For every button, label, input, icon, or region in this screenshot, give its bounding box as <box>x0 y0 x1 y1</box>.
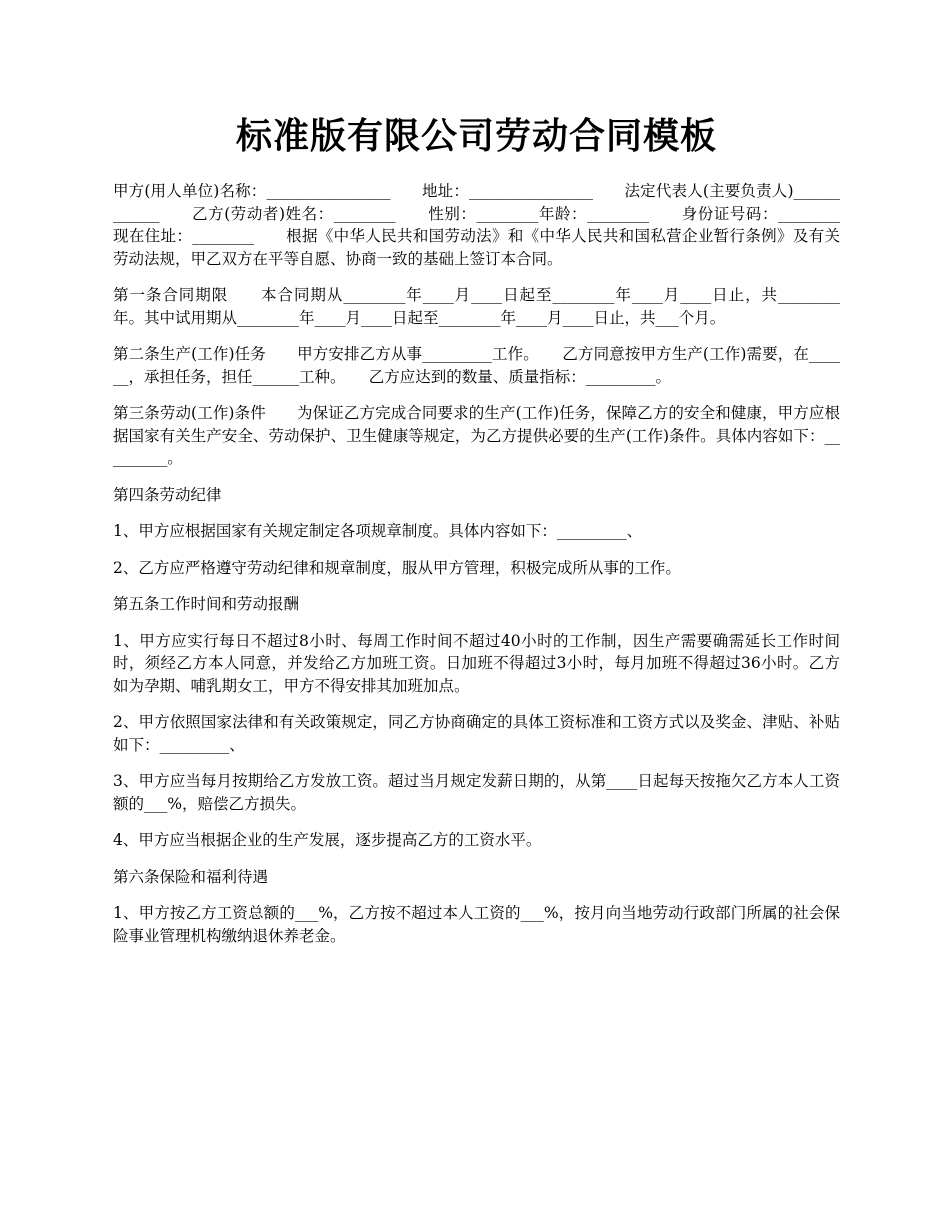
heading-article-5: 第五条工作时间和劳动报酬 <box>113 595 300 613</box>
paragraph-article-5-item-2: 2、甲方依照国家法律和有关政策规定，同乙方协商确定的具体工资标准和工资方式以及奖金、津贴、补贴如下：_________、 <box>113 713 840 754</box>
paragraph-article-5-item-3: 3、甲方应当每月按期给乙方发放工资。超过当月规定发薪日期的，从第____日起每天按拖欠乙方本人工资额的___%，赔偿乙方损失。 <box>113 772 840 813</box>
heading-article-4: 第四条劳动纪律 <box>113 485 222 504</box>
paragraph-parties: 甲方(用人单位)名称：________________ 地址：________________ 法定代表人(主要负责人)____________ 乙方(劳动者)姓名：________ 性别：________年龄：________ 身份证号码：________ 现在住址：________ 根据《中华人民共和国劳动法》和《中华人民共和国私营企业暂行条例》及有关劳动法规，甲乙双方在平等自愿、协商一致的基础上签订本合同。 <box>113 182 872 268</box>
paragraph-article-5-item-4: 4、甲方应当根据企业的生产发展，逐步提高乙方的工资水平。 <box>113 831 542 849</box>
paragraph-article-5-item-1: 1、甲方应实行每日不超过8小时、每周工作时间不超过40小时的工作制，因生产需要确需延长工作时间时，须经乙方本人同意，并发给乙方加班工资。日加班不得超过3小时，每月加班不得超过36小时。乙方如为孕期、哺乳期女工，甲方不得安排其加班加点。 <box>113 631 840 695</box>
paragraph-article-6-item-1: 1、甲方按乙方工资总额的___%，乙方按不超过本人工资的___%，按月向当地劳动行政部门所属的社会保险事业管理机构缴纳退休养老金。 <box>113 904 840 945</box>
document-body <box>113 180 872 961</box>
paragraph-article-2: 第二条生产(工作)任务 甲方安排乙方从事_________工作。 乙方同意按甲方生产(工作)需要，在______，承担任务，担任______工种。 乙方应达到的数量、质量指标：_________。 <box>113 345 840 386</box>
paragraph-article-4-item-1: 1、甲方应根据国家有关规定制定各项规章制度。具体内容如下：_________、 <box>113 522 643 540</box>
document-title: 标准版有限公司劳动合同模板 <box>235 115 717 157</box>
paragraph-article-4-item-2: 2、乙方应严格遵守劳动纪律和规章制度，服从甲方管理，积极完成所从事的工作。 <box>113 558 681 577</box>
paragraph-article-3: 第三条劳动(工作)条件 为保证乙方完成合同要求的生产(工作)任务，保障乙方的安全和健康，甲方应根据国家有关生产安全、劳动保护、卫生健康等规定，为乙方提供必要的生产(工作)条件。具体内容如下：_________。 <box>113 404 840 467</box>
paragraph-article-1: 第一条合同期限 本合同期从________年____月____日起至________年____月____日止，共________年。其中试用期从________年____月____日起至________年____月____日止，共___个月。 <box>113 286 840 327</box>
heading-article-6: 第六条保险和福利待遇 <box>113 867 269 886</box>
